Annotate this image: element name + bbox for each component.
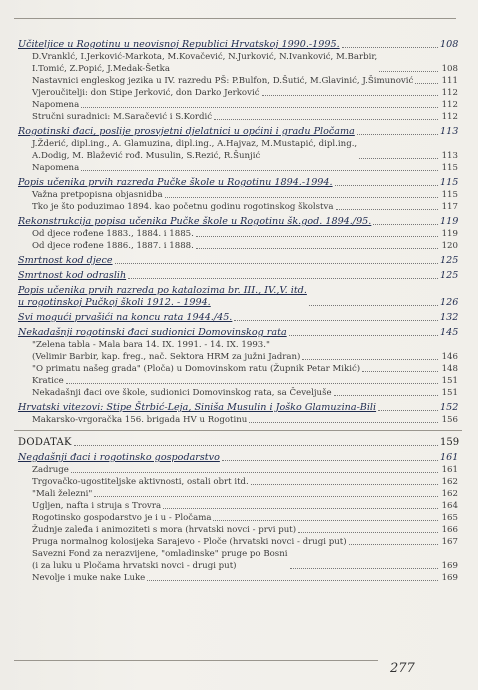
toc-entry-page: 108: [441, 64, 458, 74]
toc-entry[interactable]: [18, 339, 458, 363]
dot-leader: [147, 580, 438, 581]
toc-entry-page: 152: [440, 402, 459, 413]
toc-entry[interactable]: [18, 51, 458, 75]
dot-leader: [222, 460, 438, 461]
toc-entry-page: 119: [441, 229, 458, 239]
table-of-contents: [18, 36, 458, 584]
toc-entry-page: 112: [441, 112, 458, 122]
toc-entry[interactable]: [18, 189, 458, 201]
toc-entry[interactable]: [18, 39, 458, 51]
dot-leader: [234, 320, 438, 321]
toc-entry-page: 126: [440, 297, 459, 308]
toc-entry-page: 161: [441, 465, 458, 475]
dot-leader: [81, 170, 438, 171]
toc-entry[interactable]: [18, 414, 458, 426]
dot-leader: [128, 278, 438, 279]
toc-entry-page: 115: [440, 177, 459, 188]
dot-leader: [298, 532, 438, 533]
toc-entry[interactable]: [18, 87, 458, 99]
dot-leader: [262, 95, 438, 96]
dot-leader: [251, 484, 438, 485]
dot-leader: [163, 508, 438, 509]
toc-entry-page: 113: [440, 126, 459, 137]
toc-entry[interactable]: [18, 327, 458, 339]
toc-entry-page: 159: [440, 437, 460, 448]
dot-leader: [309, 305, 438, 306]
toc-entry-title: Od djece rođene 1886., 1887. i 1888.: [32, 241, 194, 251]
dot-leader: [94, 496, 438, 497]
toc-entry-title: Trgovačko-ugostiteljske aktivnosti, ostali obrt itd.: [32, 477, 249, 487]
dot-leader: [66, 383, 438, 384]
dot-leader: [81, 107, 438, 108]
dot-leader: [196, 236, 438, 237]
toc-entry-title: "O primatu našeg grada" (Ploča) u Domovinskom ratu (Župnik Petar Mikić): [32, 364, 361, 374]
toc-entry-title: Kratice: [32, 376, 64, 386]
dot-leader: [115, 263, 438, 264]
dot-leader: [302, 359, 438, 360]
toc-entry[interactable]: [18, 387, 458, 399]
toc-entry-page: 125: [440, 270, 459, 281]
toc-entry[interactable]: [18, 285, 458, 309]
toc-entry-page: 117: [441, 202, 458, 212]
dot-leader: [342, 47, 438, 48]
toc-entry-page: 145: [440, 327, 459, 338]
toc-entry-title: Savezni Fond za nerazvijene, "omladinske" pruge po Bosni (i za luku u Pločama hrvatski novci - drugi put): [32, 549, 288, 571]
toc-entry-title: Nekadašnji rogotinski đaci sudionici Domovinskog rata: [18, 327, 287, 338]
toc-entry[interactable]: [18, 138, 458, 162]
dot-leader: [165, 197, 438, 198]
toc-entry[interactable]: [18, 240, 458, 252]
bottom-rule: [14, 660, 378, 661]
toc-entry[interactable]: [18, 162, 458, 174]
toc-entry[interactable]: [18, 255, 458, 267]
toc-entry-title: Rogotinski đaci, poslije prosvjetni djelatnici u općini i gradu Pločama: [18, 126, 355, 137]
toc-entry[interactable]: [18, 437, 458, 449]
dot-leader: [74, 445, 438, 446]
toc-entry-title: Stručni suradnici: M.Saračević i S.Kordić: [32, 112, 213, 122]
toc-entry-title: Napomena: [32, 163, 80, 173]
toc-entry-page: 164: [441, 501, 458, 511]
toc-entry-title: J.Žderić, dipl.ing., A. Glamuzina, dipl.ing., A.Hajvaz, M.Mustapić, dipl.ing., A.Dodig, M. Blažević rođ. Musulin, S.Rezić, R.Šunjić: [32, 139, 358, 161]
toc-entry-title: Svi mogući prvašići na koncu rata 1944./45.: [18, 312, 233, 323]
dot-leader: [71, 472, 438, 473]
toc-entry-page: 120: [441, 241, 458, 251]
toc-entry[interactable]: [18, 126, 458, 138]
toc-entry-title: Ugljen, nafta i struja s Trovra: [32, 501, 162, 511]
toc-entry-title: Od djece rođene 1883., 1884. i 1885.: [32, 229, 194, 239]
toc-entry-title: Makarsko-vrgoračka 156. brigada HV u Rogotinu: [32, 415, 248, 425]
toc-entry-title: DODATAK: [18, 437, 72, 448]
toc-entry-page: 162: [441, 477, 458, 487]
toc-entry[interactable]: [18, 201, 458, 213]
dot-leader: [415, 83, 438, 84]
dot-leader: [249, 422, 438, 423]
toc-entry-page: 166: [441, 525, 458, 535]
dot-leader: [373, 224, 438, 225]
toc-entry-title: Rogotinsko gospodarstvo je i u - Pločama: [32, 513, 212, 523]
dot-leader: [359, 158, 438, 159]
toc-entry[interactable]: [18, 375, 458, 387]
toc-entry[interactable]: [18, 476, 458, 488]
toc-entry[interactable]: [18, 177, 458, 189]
toc-entry-page: 132: [440, 312, 459, 323]
toc-entry[interactable]: [18, 216, 458, 228]
toc-entry[interactable]: [18, 270, 458, 282]
toc-entry-page: 125: [440, 255, 459, 266]
toc-entry-title: Negdašnji đaci i rogotinsko gospodarstvo: [18, 452, 220, 463]
dot-leader: [362, 371, 438, 372]
dot-leader: [335, 185, 438, 186]
dot-leader: [336, 209, 439, 210]
toc-entry[interactable]: [18, 548, 458, 572]
toc-entry-title: Popis učenika prvih razreda po katalozima br. III., IV.,V. itd. u rogotinskoj Pučkoj školi 1912. - 1994.: [18, 285, 307, 308]
toc-entry-page: 167: [441, 537, 458, 547]
toc-entry-page: 151: [441, 376, 458, 386]
dot-leader: [213, 520, 438, 521]
toc-entry-title: Pruga normalnog kolosijeka Sarajevo - Ploče (hrvatski novci - drugi put): [32, 537, 347, 547]
toc-entry[interactable]: [18, 312, 458, 324]
toc-entry[interactable]: [18, 402, 458, 414]
toc-entry-page: 111: [441, 76, 458, 86]
toc-entry-title: Učiteljice u Rogotinu u neovisnoj Republici Hrvatskoj 1990.-1995.: [18, 39, 340, 50]
toc-entry[interactable]: [18, 464, 458, 476]
dot-leader: [379, 71, 438, 72]
top-rule: [14, 18, 456, 19]
toc-entry-page: 165: [441, 513, 458, 523]
toc-entry-page: 162: [441, 489, 458, 499]
toc-entry-page: 161: [440, 452, 459, 463]
toc-entry[interactable]: [18, 228, 458, 240]
dot-leader: [196, 248, 438, 249]
toc-entry[interactable]: [18, 363, 458, 375]
toc-entry-page: 119: [440, 216, 459, 227]
toc-entry-page: 169: [441, 561, 458, 571]
dot-leader: [349, 544, 438, 545]
toc-entry-title: "Zelena tabla - Mala bara 14. IX. 1991. - 14. IX. 1993." (Velimir Barbir, kap. freg., nač. Sektora HRM za južni Jadran): [32, 340, 301, 362]
toc-entry[interactable]: [18, 452, 458, 464]
toc-entry-title: Napomena: [32, 100, 80, 110]
toc-entry[interactable]: [18, 512, 458, 524]
toc-entry-title: Rekonstrukcija popisa učenika Pučke škole u Rogotinu šk.god. 1894./95.: [18, 216, 372, 227]
toc-entry[interactable]: [18, 99, 458, 111]
dot-leader: [289, 335, 438, 336]
toc-entry-page: 115: [441, 190, 458, 200]
toc-entry-page: 112: [441, 100, 458, 110]
toc-entry-title: Žudnje zaleđa i animoziteti s mora (hrvatski novci - prvi put): [32, 525, 297, 535]
toc-entry-title: Smrtnost kod djece: [18, 255, 113, 266]
toc-entry[interactable]: [18, 524, 458, 536]
toc-entry-title: Važna pretpopisna objasnidba: [32, 190, 163, 200]
toc-entry[interactable]: [18, 75, 458, 87]
toc-entry-title: Tko je što poduzimao 1894. kao početnu godinu rogotinskog školstva: [32, 202, 334, 212]
toc-entry-title: Popis učenika prvih razreda Pučke škole u Rogotinu 1894.-1994.: [18, 177, 333, 188]
toc-entry-page: 108: [440, 39, 459, 50]
dot-leader: [334, 395, 438, 396]
page-number: 277: [390, 661, 415, 676]
section-divider: [14, 430, 462, 431]
toc-entry[interactable]: [18, 536, 458, 548]
toc-entry-page: 112: [441, 88, 458, 98]
toc-entry-title: "Mali železni": [32, 489, 93, 499]
toc-entry-page: 115: [441, 163, 458, 173]
toc-entry-page: 156: [441, 415, 458, 425]
toc-entry-title: Vjeroučitelji: don Stipe Jerković, don Darko Jerković: [32, 88, 260, 98]
toc-entry-page: 113: [441, 151, 458, 161]
toc-entry[interactable]: [18, 572, 458, 584]
toc-entry-page: 148: [441, 364, 458, 374]
toc-entry[interactable]: [18, 488, 458, 500]
toc-entry-title: Hrvatski vitezovi: Stipe Štrbić-Leja, Siniša Musulin i Joško Glamuzina-Bili: [18, 402, 377, 413]
toc-entry-title: Zadruge: [32, 465, 69, 475]
toc-entry-page: 151: [441, 388, 458, 398]
toc-entry-page: 169: [441, 573, 458, 583]
toc-entry-title: Smrtnost kod odraslih: [18, 270, 127, 281]
toc-entry-page: 146: [441, 352, 458, 362]
dot-leader: [214, 119, 438, 120]
dot-leader: [357, 134, 438, 135]
toc-entry-title: Nevolje i muke nake Luke: [32, 573, 146, 583]
toc-entry-title: Nekadašnji đaci ove škole, sudionici Domovinskog rata, sa Čeveljuše: [32, 388, 332, 398]
toc-entry[interactable]: [18, 111, 458, 123]
toc-entry-title: Nastavnici engleskog jezika u IV. razredu PŠ: P.Bulfon, D.Šutić, M.Glavinić, J.Šimunović: [32, 76, 414, 86]
dot-leader: [378, 410, 438, 411]
toc-entry[interactable]: [18, 500, 458, 512]
toc-entry-title: D.Vranklć, I.Jerković-Markota, M.Kovačević, N.Jurković, N.Ivanković, M.Barbir, I.Tomić, Z.Popić, J.Medak-Šetka: [32, 52, 378, 74]
dot-leader: [290, 568, 438, 569]
